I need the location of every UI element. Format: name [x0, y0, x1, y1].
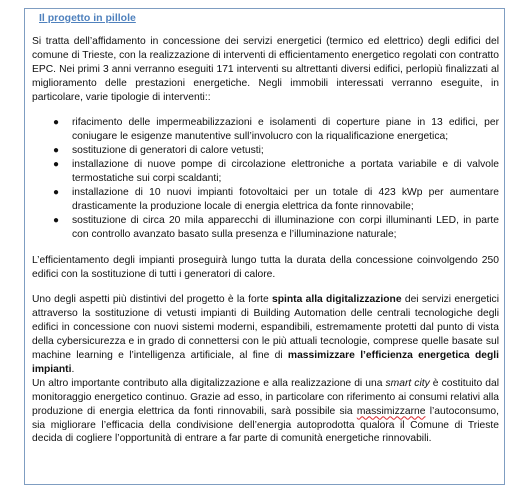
bullet-icon: ● — [53, 117, 60, 129]
list-item: ● sostituzione di generatori di calore vetusti; — [53, 145, 264, 157]
project-summary-box — [24, 8, 505, 485]
efficiency-paragraph: L’efficientamento degli impianti proseguirà lungo tutta la durata della concessione coinvolgendo 250 edifici con la sostituzione di tutti i generatori di calore. — [32, 254, 499, 280]
bullet-icon: ● — [53, 186, 60, 198]
spellcheck-word: massimizzarne — [356, 405, 426, 417]
section-title: Il progetto in pillole — [39, 12, 136, 24]
bullet-icon: ● — [53, 214, 60, 226]
highlight-digitalization: spinta alla digitalizzazione — [272, 294, 402, 306]
highlight-efficiency: massimizzare l’efficienza energetica degli impianti — [32, 350, 499, 375]
bullet-icon: ● — [53, 159, 60, 171]
smart-city-term: smart city — [385, 377, 430, 389]
list-item: ● rifacimento delle impermeabilizzazioni e isolamenti di coperture piane in 13 edifici, per coniugare le esigenze manutentive sull’involucro con la riqualificazione energetica; — [53, 117, 499, 143]
list-item: ● installazione di nuove pompe di circolazione elettroniche a portata variabile e di valvole termostatiche sui corpi scaldanti; — [53, 159, 499, 185]
intro-paragraph: Si tratta dell’affidamento in concessione dei servizi energetici (termico ed elettrico) degli edifici del comune di Trieste, con la realizzazione di interventi di efficientamento energetico regolati con contratto EPC. Nei primi 3 anni verranno eseguiti 171 interventi su altrettanti diversi edifici, perlopiù finalizzati al miglioramento delle prestazioni energetiche. Negli immobili interessati verranno eseguite, in particolare, varie tipologie di interventi:: — [32, 35, 499, 103]
smart-city-paragraph: Un altro importante contributo alla digitalizzazione e alla realizzazione di una smart city è costituito dal monitoraggio energetico continuo. Grazie ad esso, in particolare con riferimento ai consumi relativi alla produzione di energia elettrica da fonti rinnovabili, sarà possibile sia massimizzarne l’autoconsumo, sia migliorare l’efficacia della condivisione dell’energia autoprodotta qualora il Comune di Trieste decida di cogliere l’opportunità di entrare a far parte di comunità energetiche rinnovabili. — [32, 377, 499, 445]
list-item: ● sostituzione di circa 20 mila apparecchi di illuminazione con corpi illuminanti LED, in parte con controllo avanzato basato sulla presenza e l’illuminazione naturale; — [53, 214, 499, 240]
bullet-icon: ● — [53, 145, 60, 157]
list-item: ● installazione di 10 nuovi impianti fotovoltaici per un totale di 423 kWp per aumentare drasticamente la produzione locale di energia elettrica da fonte rinnovabile; — [53, 186, 499, 212]
digitalization-paragraph: Uno degli aspetti più distintivi del progetto è la forte spinta alla digitalizzazione dei servizi energetici attraverso la sostituzione di vetusti impianti di Building Automation delle centrali tecnologiche degli edifici in concessione con nuovi sistemi moderni, espandibili, estremamente protetti dal punto di vista della cybersicurezza e in grado di connettersi con le più attuali tecnologie, comprese quelle basate sul machine learning e l’intelligenza artificiale, al fine di massimizzare l’efficienza energetica degli impianti. — [32, 294, 499, 375]
interventions-list — [32, 116, 499, 241]
